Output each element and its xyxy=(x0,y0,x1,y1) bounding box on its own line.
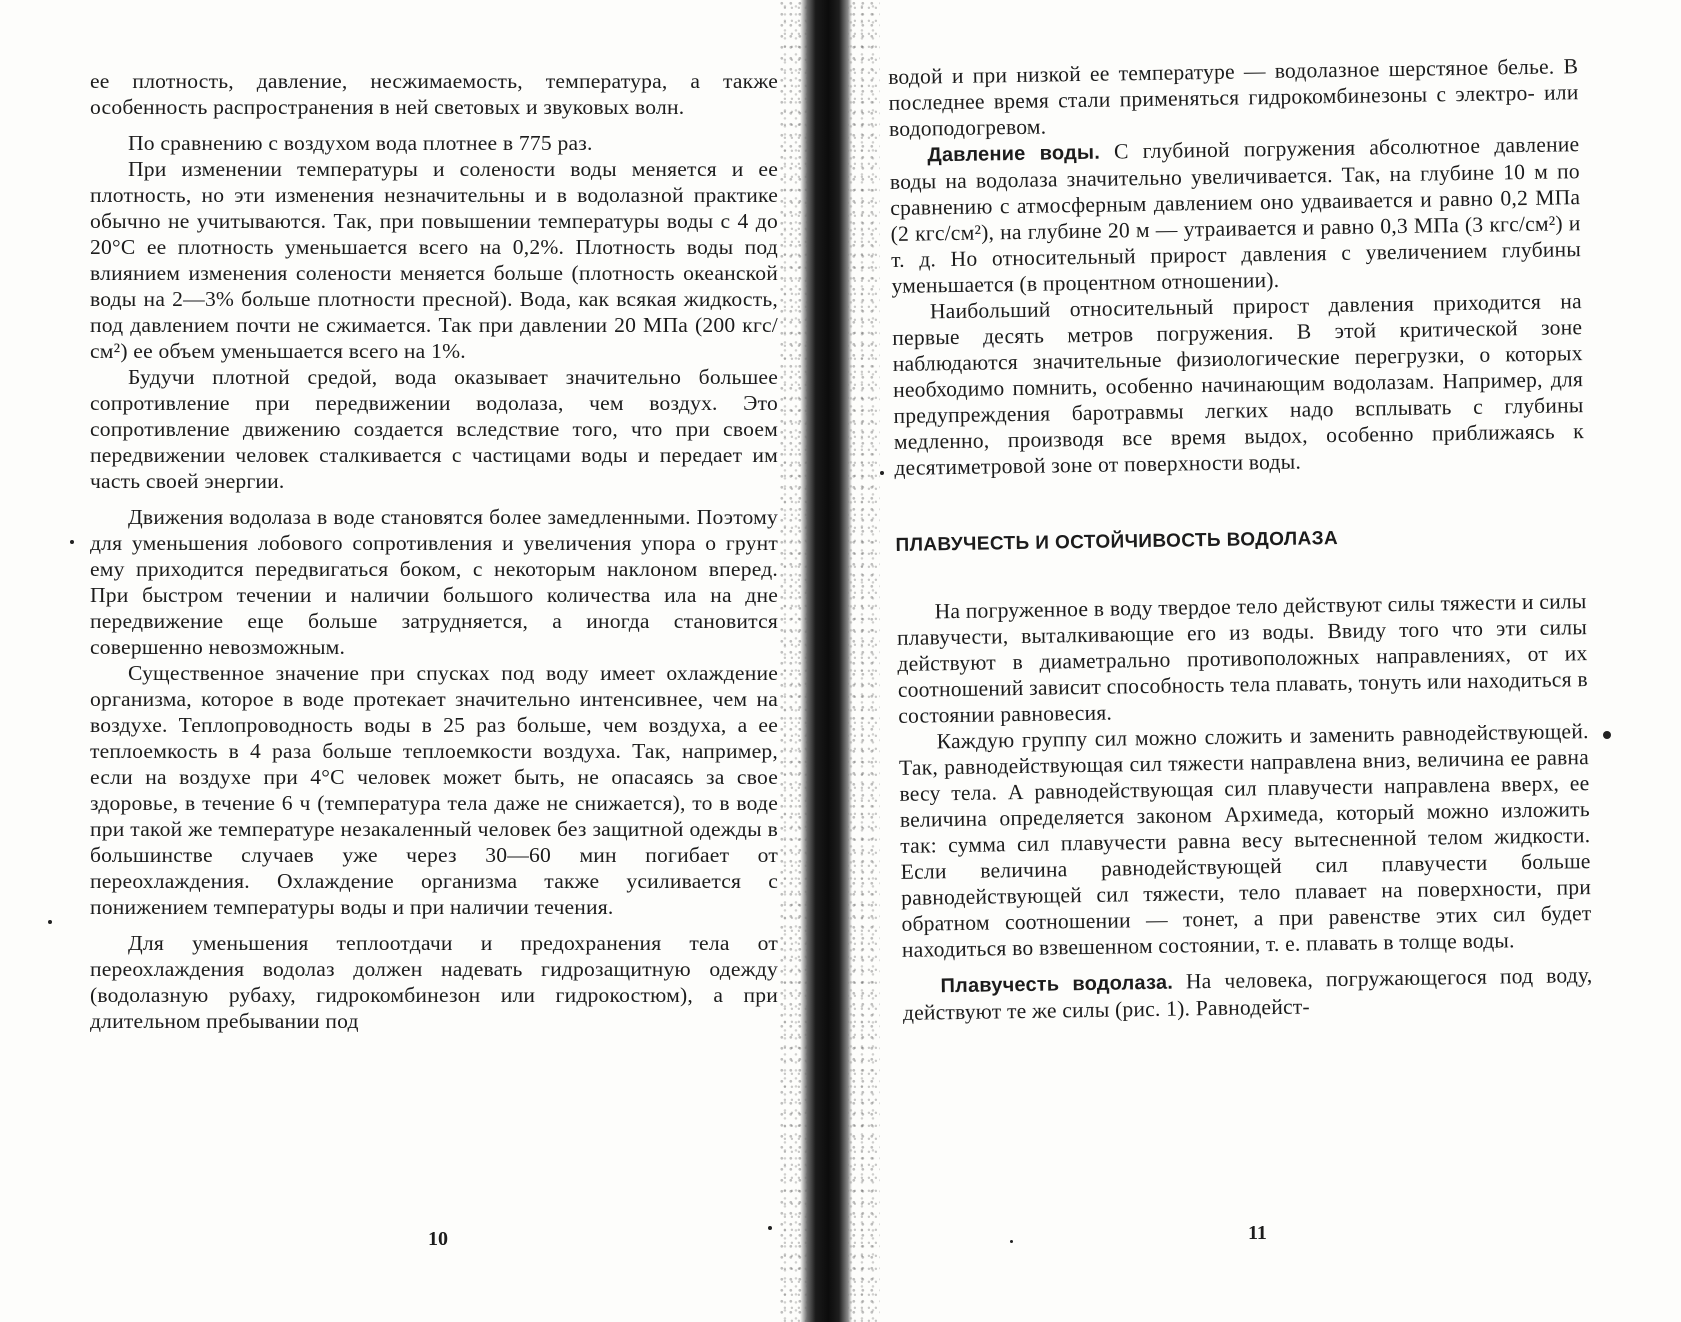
scan-speck xyxy=(48,920,52,924)
paragraph-pressure xyxy=(889,131,1581,299)
paragraph: водой и при низкой ее температуре — водолазное шерстяное белье. В последнее время стали применяться гидрокомбинезоны с электро- или водоподогревом. xyxy=(888,54,1579,141)
right-page xyxy=(840,0,1681,1322)
paragraph: Будучи плотной средой, вода оказывает значительно большее сопротивление при передвижении водолаза, чем воздух. Это сопротивление движению создается вследствие того, что при своем передвижении человек сталкивается с частицами воды и передает им часть своей энергии. xyxy=(90,365,778,493)
scan-speck xyxy=(880,471,884,475)
paragraph-text: На человека, погружающегося под воду, действуют те же силы (рис. 1). Равнодейст- xyxy=(902,963,1593,1025)
scan-speck xyxy=(768,1226,772,1230)
left-page xyxy=(0,0,800,1322)
scan-speck xyxy=(1603,731,1611,739)
paragraph-text: С глубиной погружения абсолютное давление воды на водолаза значительно увеличивается. Так, на глубине 10 м по сравнению с атмосферным давлением оно удваивается и равно 0,2 МПа (2 кгс/см²), на глубине 20 м — утраивается и равно 0,3 МПа (3 кгс/см²) и т. д. Но относительный прирост давления с увеличением глубины уменьшается (в процентном отношении). xyxy=(889,132,1582,298)
scan-speck xyxy=(1010,1240,1013,1243)
paragraph: Движения водолаза в воде становятся более замедленными. Поэтому для уменьшения лобового сопротивления и увеличения упора о грунт ему приходится передвигаться боком, с некоторым наклоном вперед. При быстром течении и наличии большого количества ила на дне передвижение еще больше затрудняется, а иногда становится совершенно невозможным. xyxy=(90,505,778,659)
paragraph: По сравнению с воздухом вода плотнее в 775 раз. xyxy=(128,131,593,155)
paragraph: ее плотность, давление, несжимаемость, температура, а также особенность распространения в ней световых и звуковых волн. xyxy=(90,69,778,119)
right-page-body xyxy=(888,53,1593,1026)
scan-speck xyxy=(70,540,74,544)
paragraph: На погруженное в воду твердое тело действуют силы тяжести и силы плавучести, выталкивающие его из воды. Ввиду того что эти силы действуют в диаметрально противоположных направлениях, от их соотношений зависит способность тела плавать, тонуть или находиться в состоянии равновесия. xyxy=(896,589,1588,728)
page-number: 11 xyxy=(1248,1222,1267,1244)
run-in-heading: Плавучесть водолаза. xyxy=(940,971,1174,998)
paragraph: Для уменьшения теплоотдачи и предохранения тела от переохлаждения водолаз должен надевать гидрозащитную одежду (водолазную рубаху, гидрокомбинезон или гидрокостюм), а при длительном пребывании под xyxy=(90,931,778,1033)
paragraph: При изменении температуры и солености воды меняется и ее плотность, но эти изменения незначительны и в водолазной практике обычно не учитываются. Так, при повышении температуры воды с 4 до 20°С ее плотность уменьшается всего на 0,2%. Плотность воды под влиянием изменения солености меняется больше (плотность океанской воды на 2—3% больше плотности пресной). Вода, как всякая жидкость, под давлением почти не сжимается. Так при давлении 20 МПа (200 кгс/см²) ее объем уменьшается всего на 1%. xyxy=(90,157,778,363)
left-page-body xyxy=(90,68,778,1034)
page-number: 10 xyxy=(428,1228,448,1250)
paragraph: Каждую группу сил можно сложить и заменить равнодействующей. Так, равнодействующая сил тяжести направлена вниз, величина ее равна весу тела. А равнодействующая сил плавучести направлена вверх, ее величина определяется законом Архимеда, который можно изложить так: сумма сил плавучести равна весу вытесненной телом жидкости. Если величина равнодействующей сил плавучести больше равнодействующей сил тяжести, тело плавает на поверхности, при обратном соотношении — тонет, а при равенстве этих сил будет находиться во взвешенном состоянии, т. е. плавать в толще воды. xyxy=(898,719,1592,962)
section-heading: ПЛАВУЧЕСТЬ И ОСТОЙЧИВОСТЬ ВОДОЛАЗА xyxy=(895,527,1339,556)
paragraph: Существенное значение при спусках под воду имеет охлаждение организма, которое в воде протекает значительно интенсивнее, чем на воздухе. Теплопроводность воды в 25 раз больше, чем воздуха, а ее теплоемкость в 4 раза больше теплоемкости воздуха. Так, например, если на воздухе при 4°С человек может быть, не опасаясь за свое здоровье, в течение 6 ч (температура тела даже не снижается), то в воде при такой же температуре незакаленный человек без защитной одежды в большинстве случаев уже через 30—60 мин погибает от переохлаждения. Охлаждение организма также усиливается с понижением температуры воды и при наличии течения. xyxy=(90,661,778,919)
run-in-heading: Давление воды. xyxy=(927,141,1101,167)
paragraph: Наибольший относительный прирост давления приходится на первые десять метров погружения. В этой критической зоне наблюдаются значительные физиологические перегрузки, о которых необходимо помнить, особенно начинающим водолазам. Например, для предупреждения баротравмы легких надо всплывать с глубины медленно, производя все время выдох, особенно приближаясь к десятиметровой зоне от поверхности воды. xyxy=(892,289,1585,480)
paragraph-buoyancy xyxy=(902,962,1593,1026)
